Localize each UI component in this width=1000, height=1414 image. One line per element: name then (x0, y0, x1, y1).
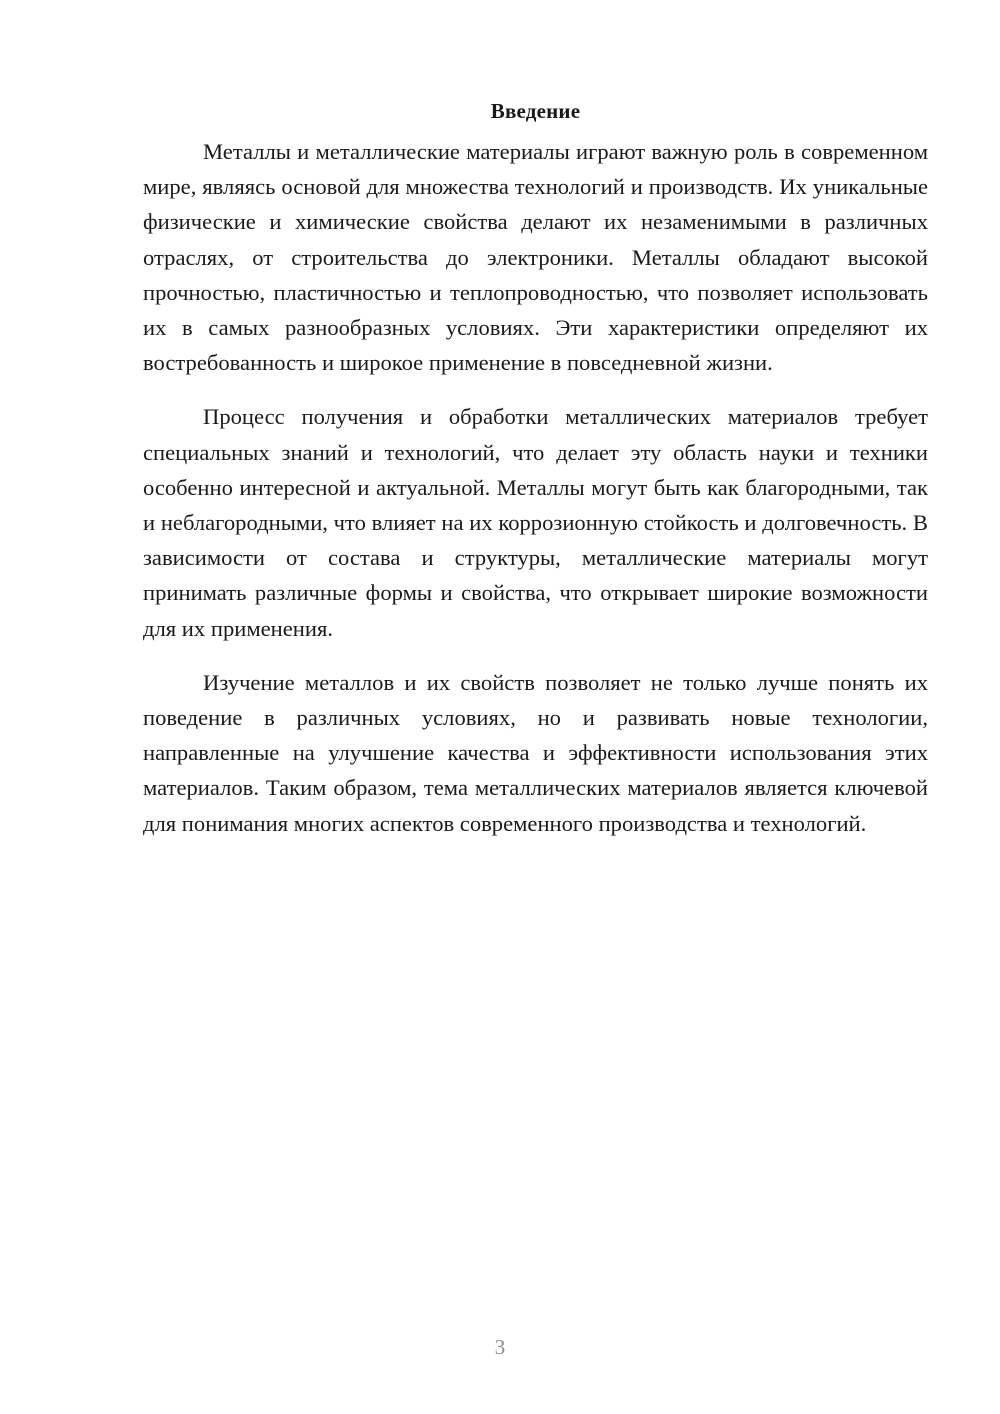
paragraph-3: Изучение металлов и их свойств позволяет не только лучше понять их поведение в различных условиях, но и развивать новые технологии, направленные на улучшение качества и эффективности использования этих материалов. Таким образом, тема металлических материалов является ключевой для понимания многих аспектов современного производства и технологий. (143, 669, 928, 836)
paragraph-2: Процесс получения и обработки металлических материалов требует специальных знаний и технологий, что делает эту область науки и техники особенно интересной и актуальной. Металлы могут быть как благородными, так и неблагородными, что влияет на их коррозионную стойкость и долговечность. В зависимости от состава и структуры, металлические материалы могут принимать различные формы и свойства, что открывает широкие возможности для их применения. (143, 404, 928, 641)
section-heading: Введение (490, 99, 581, 123)
paragraph-1: Металлы и металлические материалы играют важную роль в современном мире, являясь основой для множества технологий и производств. Их уникальные физические и химические свойства делают их незаменимыми в различных отраслях, от строительства до электроники. Металлы обладают высокой прочностью, пластичностью и теплопроводностью, что позволяет использовать их в самых разнообразных условиях. Эти характеристики определяют их востребованность и широкое применение в повседневной жизни. (143, 139, 928, 376)
page-content (143, 96, 928, 860)
page-number: 3 (494, 1335, 506, 1359)
